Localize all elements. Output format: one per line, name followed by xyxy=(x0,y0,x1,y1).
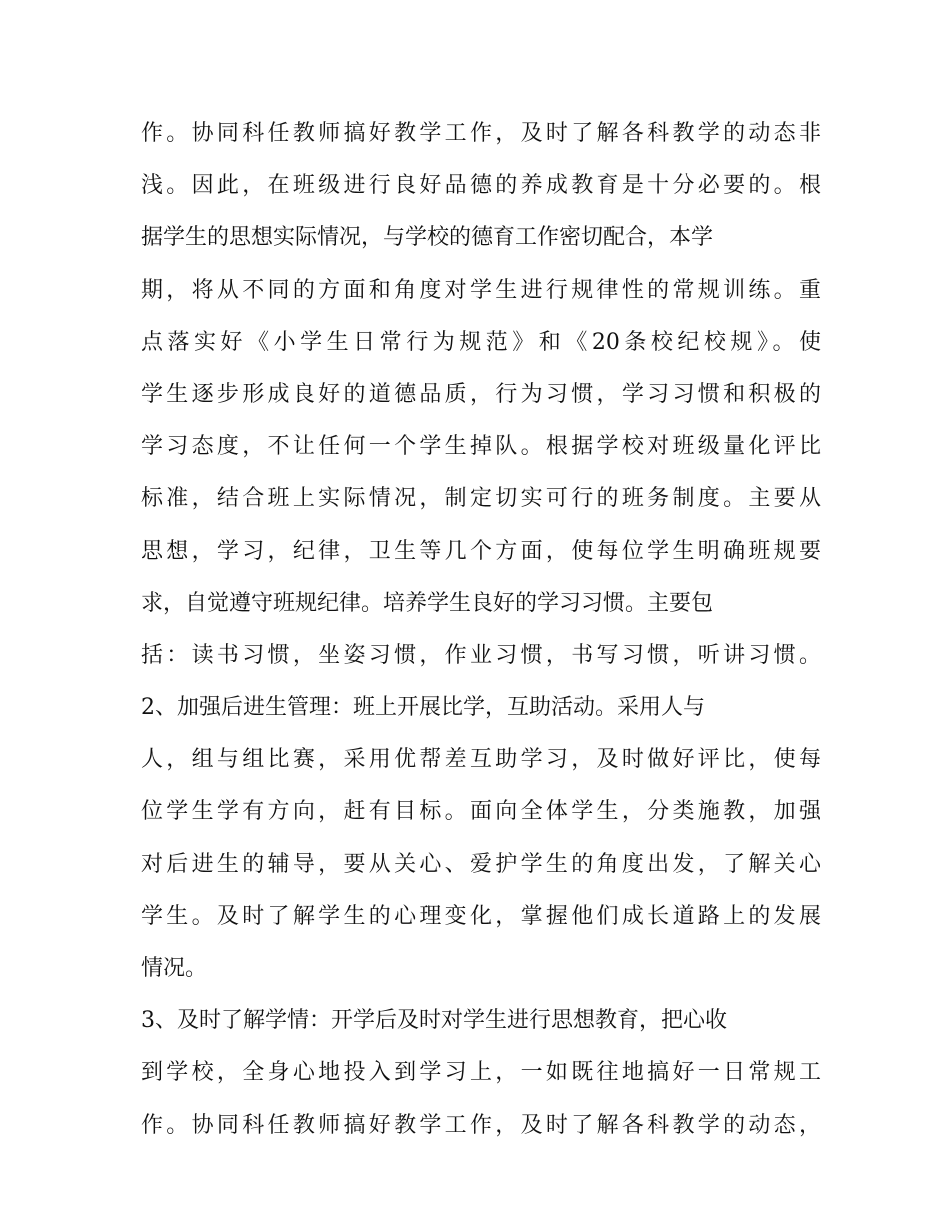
text-line: 据学生的思想实际情况，与学校的德育工作密切配合，本学 xyxy=(141,225,714,251)
text-line: 期，将从不同的方面和角度对学生进行规律性的常规训练。重 xyxy=(141,277,821,303)
text-line: 位学生学有方向，赶有目标。面向全体学生，分类施教，加强 xyxy=(141,799,821,825)
text-line: 情况。 xyxy=(141,956,208,981)
text-line: 学生逐步形成良好的道德品质，行为习惯，学习习惯和积极的 xyxy=(141,381,821,407)
text-line: 思想，学习，纪律，卫生等几个方面，使每位学生明确班规要 xyxy=(141,538,821,564)
text-line: 学生。及时了解学生的心理变化，掌握他们成长道路上的发展 xyxy=(141,903,821,929)
text-line: 作。协同科任教师搞好教学工作，及时了解各科教学的动态非 xyxy=(141,121,821,146)
text-line: 点落实好《小学生日常行为规范》和《20条校纪校规》。使 xyxy=(141,329,821,355)
numbered-item-3-line: 3、及时了解学情：开学后及时对学生进行思想教育，把心收 xyxy=(141,1008,727,1034)
text-line: 浅。因此，在班级进行良好品德的养成教育是十分必要的。根 xyxy=(141,173,821,199)
body-text xyxy=(141,108,821,1152)
text-line: 括：读书习惯，坐姿习惯，作业习惯，书写习惯，听讲习惯。 xyxy=(141,642,821,668)
text-line: 学习态度，不让任何一个学生掉队。根据学校对班级量化评比 xyxy=(141,434,821,460)
text-line: 人，组与组比赛，采用优帮差互助学习，及时做好评比，使每 xyxy=(141,747,821,773)
text-line: 求，自觉遵守班规纪律。培养学生良好的学习习惯。主要包 xyxy=(141,590,714,616)
numbered-item-2-line: 2、加强后进生管理：班上开展比学，互助活动。采用人与 xyxy=(141,695,705,721)
text-line: 到学校，全身心地投入到学习上，一如既往地搞好一日常规工 xyxy=(141,1060,821,1086)
text-line: 对后进生的辅导，要从关心、爱护学生的角度出发，了解关心 xyxy=(141,851,821,877)
text-line: 作。协同科任教师搞好教学工作，及时了解各科教学的动态， xyxy=(141,1112,821,1138)
text-line: 标准，结合班上实际情况，制定切实可行的班务制度。主要从 xyxy=(141,486,821,512)
